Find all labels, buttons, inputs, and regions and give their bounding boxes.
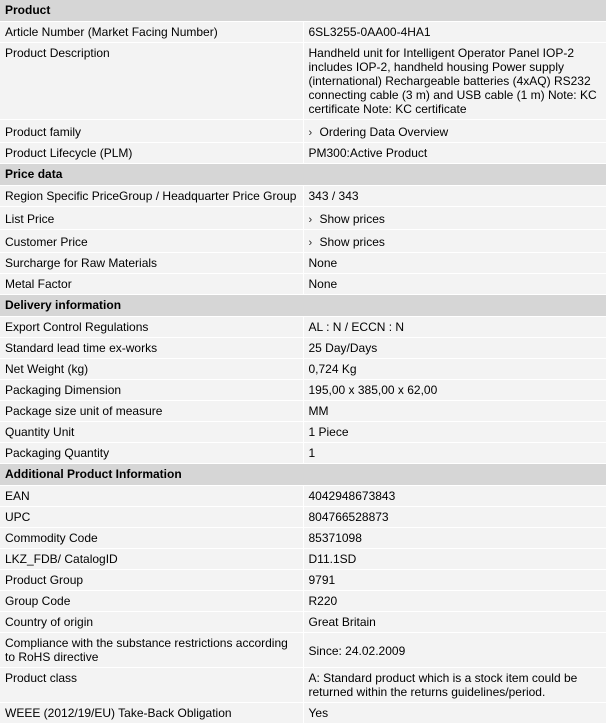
section-header-price-data [0, 164, 606, 186]
row-value: Handheld unit for Intelligent Operator Panel IOP-2 includes IOP-2, handheld housing Power supply (international) Rechargeable batteries (4xAQ) RS232 connecting cable (3 m) and USB cable (1 m) Note: KC certificate Note: KC certificate [303, 43, 606, 120]
row-label: Surcharge for Raw Materials [0, 253, 303, 274]
row-value: 804766528873 [303, 507, 606, 528]
row-label: Packaging Quantity [0, 443, 303, 464]
section-header-additional-product-information [0, 464, 606, 486]
table-row [0, 120, 606, 143]
row-value: Yes [303, 703, 606, 724]
row-label: WEEE (2012/19/EU) Take-Back Obligation [0, 703, 303, 724]
row-value: None [303, 253, 606, 274]
row-value: AL : N / ECCN : N [303, 317, 606, 338]
row-label: Export Control Regulations [0, 317, 303, 338]
section-title: Price data [0, 164, 606, 186]
row-value: D11.1SD [303, 549, 606, 570]
row-value: 195,00 x 385,00 x 62,00 [303, 380, 606, 401]
table-row [0, 22, 606, 43]
row-label: Packaging Dimension [0, 380, 303, 401]
row-value: 0,724 Kg [303, 359, 606, 380]
row-label: Region Specific PriceGroup / Headquarter Price Group [0, 186, 303, 207]
link-label: Show prices [319, 235, 385, 249]
table-row [0, 317, 606, 338]
table-row [0, 186, 606, 207]
row-label: Group Code [0, 591, 303, 612]
table-row [0, 486, 606, 507]
row-value: 1 [303, 443, 606, 464]
row-label: Package size unit of measure [0, 401, 303, 422]
chevron-right-icon: › [308, 237, 313, 249]
table-row [0, 612, 606, 633]
section-header-delivery-information [0, 295, 606, 317]
row-value: Great Britain [303, 612, 606, 633]
row-label: Standard lead time ex-works [0, 338, 303, 359]
table-row [0, 274, 606, 295]
row-value: 6SL3255-0AA00-4HA1 [303, 22, 606, 43]
table-row [0, 230, 606, 253]
table-row [0, 443, 606, 464]
row-value [303, 230, 606, 253]
table-row [0, 703, 606, 724]
table-row [0, 143, 606, 164]
row-label: Product class [0, 668, 303, 703]
table-row [0, 507, 606, 528]
row-value: Since: 24.02.2009 [303, 633, 606, 668]
table-row [0, 380, 606, 401]
row-value: R220 [303, 591, 606, 612]
row-value: MM [303, 401, 606, 422]
row-label: Product Group [0, 570, 303, 591]
table-row [0, 43, 606, 120]
row-value: PM300:Active Product [303, 143, 606, 164]
table-row [0, 359, 606, 380]
row-label: Product family [0, 120, 303, 143]
show-prices-link[interactable] [309, 235, 385, 249]
table-row [0, 528, 606, 549]
row-label: Compliance with the substance restrictions according to RoHS directive [0, 633, 303, 668]
table-row [0, 422, 606, 443]
row-value: 25 Day/Days [303, 338, 606, 359]
table-row [0, 570, 606, 591]
link-label: Ordering Data Overview [319, 125, 449, 139]
row-value: 4042948673843 [303, 486, 606, 507]
row-value [303, 120, 606, 143]
table-row [0, 591, 606, 612]
row-value: 9791 [303, 570, 606, 591]
row-label: Article Number (Market Facing Number) [0, 22, 303, 43]
row-label: List Price [0, 207, 303, 230]
ordering-data-overview-link[interactable] [309, 125, 449, 139]
table-row [0, 668, 606, 703]
table-row [0, 401, 606, 422]
row-label: LKZ_FDB/ CatalogID [0, 549, 303, 570]
chevron-right-icon: › [308, 127, 313, 139]
chevron-right-icon: › [308, 214, 313, 226]
row-label: Commodity Code [0, 528, 303, 549]
section-title: Delivery information [0, 295, 606, 317]
table-row [0, 253, 606, 274]
row-value: None [303, 274, 606, 295]
row-label: Net Weight (kg) [0, 359, 303, 380]
row-label: Customer Price [0, 230, 303, 253]
row-label: UPC [0, 507, 303, 528]
table-row [0, 549, 606, 570]
table-row [0, 207, 606, 230]
row-value: 85371098 [303, 528, 606, 549]
table-row [0, 633, 606, 668]
row-label: Product Lifecycle (PLM) [0, 143, 303, 164]
row-value: 1 Piece [303, 422, 606, 443]
row-label: Product Description [0, 43, 303, 120]
section-header-product [0, 0, 606, 22]
row-value [303, 207, 606, 230]
table-row [0, 338, 606, 359]
row-label: Quantity Unit [0, 422, 303, 443]
row-value: 343 / 343 [303, 186, 606, 207]
row-label: Metal Factor [0, 274, 303, 295]
section-title: Additional Product Information [0, 464, 606, 486]
row-value: A: Standard product which is a stock item could be returned within the returns guidelines/period. [303, 668, 606, 703]
link-label: Show prices [319, 212, 385, 226]
row-label: Country of origin [0, 612, 303, 633]
section-title: Product [0, 0, 606, 22]
show-prices-link[interactable] [309, 212, 385, 226]
row-label: EAN [0, 486, 303, 507]
